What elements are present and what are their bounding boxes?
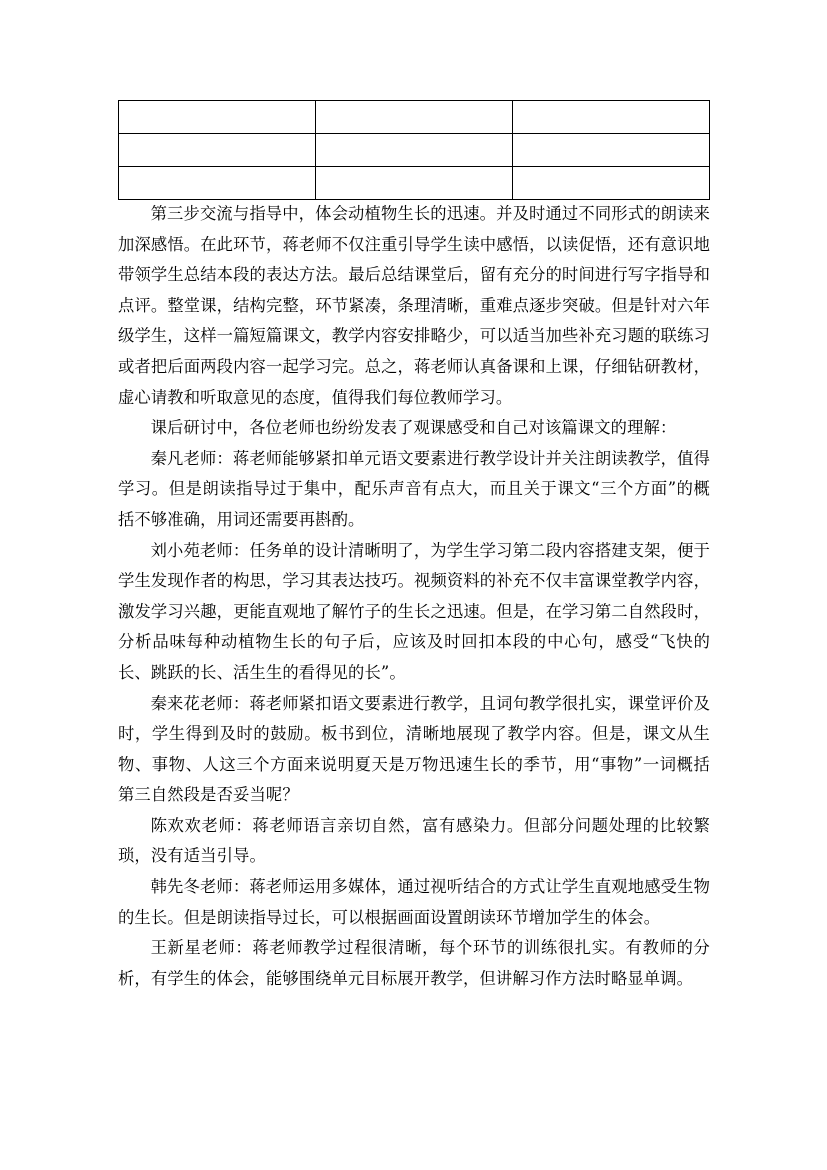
- table-cell: [119, 134, 316, 167]
- table-cell: [316, 101, 513, 134]
- paragraph-comment-qin-laihua: 秦来花老师：蒋老师紧扣语文要素进行教学，且词句教学很扎实，课堂评价及时，学生得到及时的鼓励。板书到位，清晰地展现了教学内容。但是，课文从生物、事物、人这三个方面来说明夏天是万物迅速生长的季节，用“事物”一词概括第三自然段是否妥当呢？: [118, 693, 710, 805]
- empty-table: [118, 100, 710, 200]
- table-cell: [316, 167, 513, 200]
- paragraph-comment-liu-xiaoyuan: 刘小苑老师：任务单的设计清晰明了，为学生学习第二段内容搭建支架，便于学生发现作者的构思，学习其表达技巧。视频资料的补充不仅丰富课堂教学内容，激发学习兴趣，更能直观地了解竹子的生长之迅速。但是，在学习第二自然段时，分析品味每种动植物生长的句子后，应该及时回扣本段的中心句，感受“飞快的长、跳跃的长、活生生的看得见的长”。: [118, 540, 710, 682]
- paragraph-discussion-intro: 课后研讨中，各位老师也纷纷发表了观课感受和自己对该篇课文的理解：: [150, 418, 677, 438]
- paragraph-comment-han-xiandong: 韩先冬老师：蒋老师运用多媒体，通过视听结合的方式让学生直观地感受生物的生长。但是朗读指导过长，可以根据画面设置朗读环节增加学生的体会。: [118, 877, 710, 927]
- table-row: [119, 134, 710, 167]
- paragraph-comment-wang-xinxing: 王新星老师：蒋老师教学过程很清晰，每个环节的训练很扎实。有教师的分析，有学生的体会，能够围绕单元目标展开教学，但讲解习作方法时略显单调。: [118, 938, 710, 988]
- paragraph-comment-chen-huanhuan: 陈欢欢老师：蒋老师语言亲切自然，富有感染力。但部分问题处理的比较繁琐，没有适当引导。: [118, 815, 710, 866]
- table-cell: [119, 167, 316, 200]
- table-cell: [513, 134, 710, 167]
- table-row: [119, 101, 710, 134]
- table-cell: [316, 134, 513, 167]
- body-text: [118, 199, 710, 994]
- table-cell: [513, 101, 710, 134]
- table-cell: [119, 101, 316, 134]
- table-row: [119, 167, 710, 200]
- paragraph-step-three: 第三步交流与指导中，体会动植物生长的迅速。并及时通过不同形式的朗读来加深感悟。在此环节，蒋老师不仅注重引导学生读中感悟，以读促悟，还有意识地带领学生总结本段的表达方法。最后总结课堂后，留有充分的时间进行写字指导和点评。整堂课，结构完整，环节紧凑，条理清晰，重难点逐步突破。但是针对六年级学生，这样一篇短篇课文，教学内容安排略少，可以适当加些补充习题的联练习或者把后面两段内容一起学习完。总之，蒋老师认真备课和上课，仔细钻研教材，虚心请教和听取意见的态度，值得我们每位教师学习。: [118, 204, 710, 407]
- table-cell: [513, 167, 710, 200]
- paragraph-comment-qin-fan: 秦凡老师：蒋老师能够紧扣单元语文要素进行教学设计并关注朗读教学，值得学习。但是朗读指导过于集中，配乐声音有点大，而且关于课文“三个方面”的概括不够准确，用词还需要再斟酌。: [118, 448, 710, 529]
